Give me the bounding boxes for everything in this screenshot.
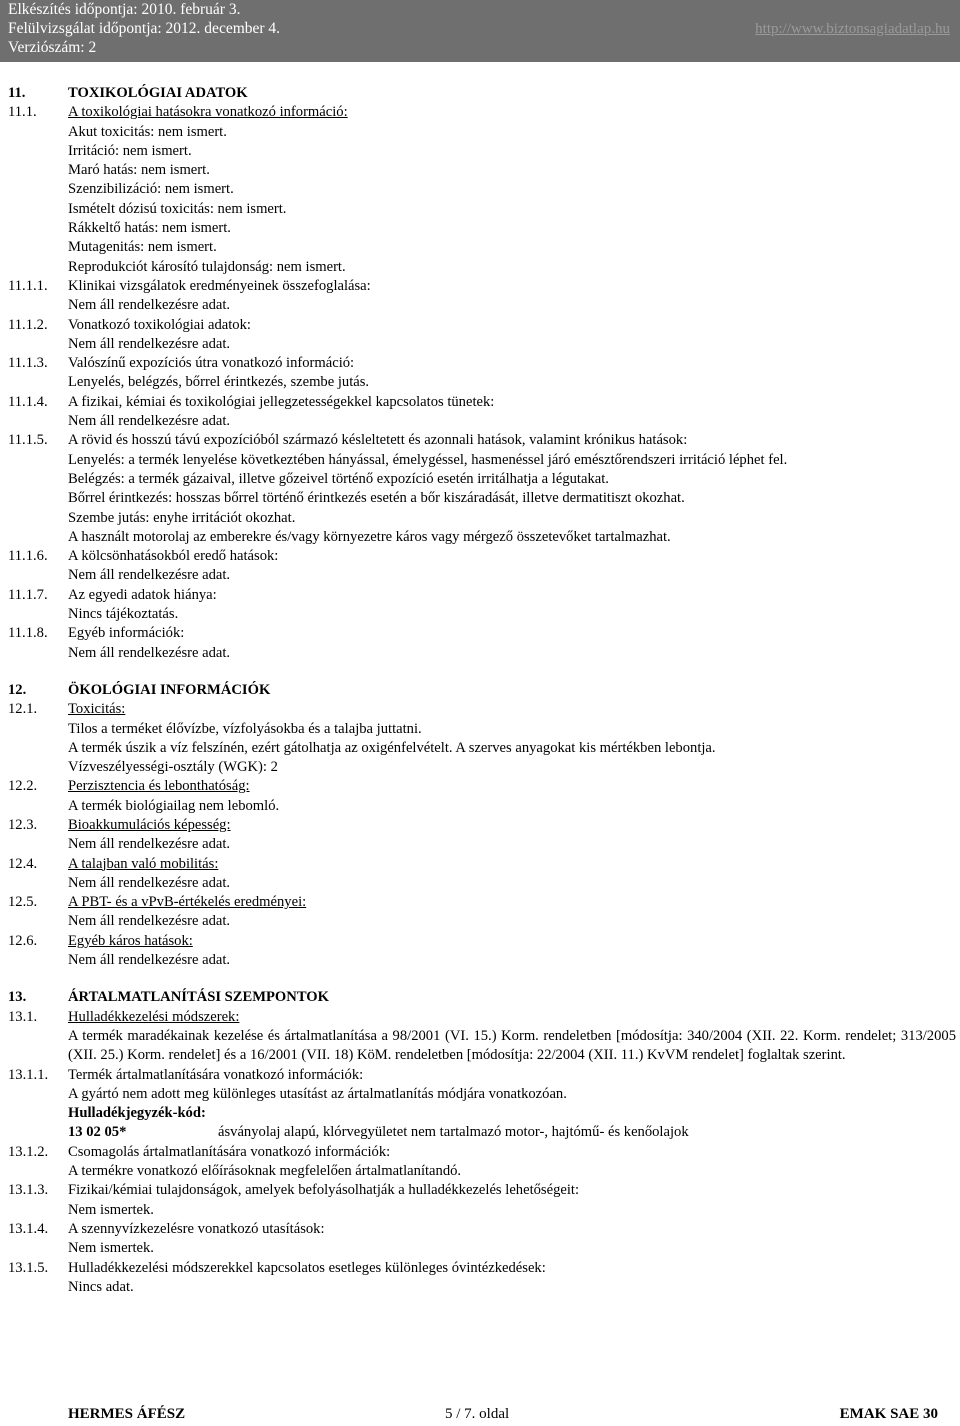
section-12-heading: 12. ÖKOLÓGIAI INFORMÁCIÓK (8, 681, 271, 698)
item-value: Szembe jutás: enyhe irritációt okozhat. (68, 509, 296, 526)
item-value: Lenyelés: a termék lenyelése következtében hányással, émelygéssel, hasmenéssel járó emésztőrendszeri irritáció léphet fel. (68, 451, 788, 468)
item-12-5: 12.5. A PBT- és a vPvB-értékelés eredményei: (8, 894, 307, 911)
item-value: A termék úszik a víz felszínén, ezért gátolhatja az oxigénfelvételt. A szerves anyagokat kis mértékben lebontja. (68, 739, 716, 756)
item-11-1-1: 11.1.1. Klinikai vizsgálatok eredményeinek összefoglalása: (8, 277, 371, 294)
item-13-1-5: 13.1.5. Hulladékkezelési módszerekkel kapcsolatos esetleges különleges óvintézkedések: (8, 1259, 546, 1276)
toxic-effect: Mutagenitás: nem ismert. (68, 239, 217, 256)
item-value: Vízveszélyességi-osztály (WGK): 2 (68, 759, 278, 776)
footer-company: HERMES ÁFÉSZ (68, 1406, 186, 1422)
item-value: Nem ismertek. (68, 1240, 154, 1257)
item-value: Nem áll rendelkezésre adat. (68, 335, 231, 352)
item-13-1-1: 13.1.1. Termék ártalmatlanítására vonatkozó információk: (8, 1066, 364, 1083)
item-value: Nincs adat. (68, 1278, 134, 1295)
item-value: Nem áll rendelkezésre adat. (68, 297, 231, 314)
item-12-4: 12.4. A talajban való mobilitás: (8, 855, 219, 872)
toxic-effect: Szenzibilizáció: nem ismert. (68, 181, 234, 198)
item-value: Nincs tájékoztatás. (68, 606, 179, 623)
toxic-effect: Reprodukciót károsító tulajdonság: nem ismert. (68, 258, 346, 275)
section-13-heading: 13. ÁRTALMATLANÍTÁSI SZEMPONTOK (8, 989, 329, 1006)
item-value: Lenyelés, belégzés, bőrrel érintkezés, szembe jutás. (68, 374, 370, 391)
item-11-1-2: 11.1.2. Vonatkozó toxikológiai adatok: (8, 316, 251, 333)
item-value: Bőrrel érintkezés: hosszas bőrrel történő érintkezés esetén a bőr kiszáradását, illetve dermatitiszt okozhat. (68, 490, 685, 507)
item-value: Nem áll rendelkezésre adat. (68, 913, 231, 930)
item-12-1: 12.1. Toxicitás: (8, 701, 126, 718)
item-11-1-5: 11.1.5. A rövid és hosszú távú expozícióból származó késleltetett és azonnali hatások, valamint krónikus hatások: (8, 432, 688, 449)
item-value: Nem áll rendelkezésre adat. (68, 644, 231, 661)
page-number: 5 / 7. oldal (445, 1406, 510, 1422)
section-11-heading: 11. TOXIKOLÓGIAI ADATOK (8, 85, 248, 101)
item-13-1-4: 13.1.4. A szennyvízkezelésre vonatkozó utasítások: (8, 1220, 325, 1237)
item-11-1-7: 11.1.7. Az egyedi adatok hiánya: (8, 586, 217, 603)
item-value: Nem áll rendelkezésre adat. (68, 567, 231, 584)
item-value: Nem áll rendelkezésre adat. (68, 413, 231, 430)
item-value: A termék maradékainak kezelése és ártalmatlanítása a 98/2001 (VI. 15.) Korm. rendeletben [módosítja: 340/2004 (XII. 22. Korm. rendelet; 313/2005 (XII. 25.) Korm. rendelet] és a 16/2001 (VII. 18) KöM. rendeletben [módosítja: 22/2004 (XII. 11.) KvVM rendelet] foglaltak szerint. (68, 1027, 956, 1064)
toxic-effect: Maró hatás: nem ismert. (68, 162, 210, 179)
item-value: Nem áll rendelkezésre adat. (68, 836, 231, 853)
footer-product: EMAK SAE 30 (839, 1406, 938, 1422)
item-value: Nem áll rendelkezésre adat. (68, 952, 231, 969)
website-link[interactable]: http://www.biztonsagiadatlap.hu (755, 21, 950, 37)
waste-code-description: ásványolaj alapú, klórvegyületet nem tartalmazó motor-, hajtómű- és kenőolajok (218, 1124, 689, 1141)
item-12-6: 12.6. Egyéb káros hatások: (8, 932, 193, 949)
item-value: A használt motorolaj az emberekre és/vagy környezetre káros vagy mérgező összetevőket tartalmazhat. (68, 528, 671, 545)
toxic-effect: Rákkeltő hatás: nem ismert. (68, 220, 231, 237)
item-12-3: 12.3. Bioakkumulációs képesség: (8, 816, 231, 833)
item-11-1-6: 11.1.6. A kölcsönhatásokból eredő hatások: (8, 548, 279, 565)
toxic-effect: Akut toxicitás: nem ismert. (68, 123, 227, 140)
item-value: Nem áll rendelkezésre adat. (68, 874, 231, 891)
revision-date: Felülvizsgálat időpontja: 2012. december 4. (8, 20, 281, 37)
item-value: A gyártó nem adott meg különleges utasítást az ártalmatlanítás módjára vonatkozóan. (68, 1085, 567, 1102)
item-11-1-3: 11.1.3. Valószínű expozíciós útra vonatkozó információ: (8, 355, 355, 372)
created-date: Elkészítés időpontja: 2010. február 3. (8, 1, 241, 18)
item-13-1: 13.1. Hulladékkezelési módszerek: (8, 1008, 240, 1025)
item-11-1-4: 11.1.4. A fizikai, kémiai és toxikológiai jellegzetességekkel kapcsolatos tünetek: (8, 393, 495, 410)
item-11-1-8: 11.1.8. Egyéb információk: (8, 625, 185, 642)
waste-code-heading: Hulladékjegyzék-kód: (68, 1105, 206, 1122)
item-value: Nem ismertek. (68, 1201, 154, 1218)
version-number: Verziószám: 2 (8, 39, 97, 56)
page-header (0, 0, 960, 62)
item-value: Tilos a terméket élővízbe, vízfolyásokba és a talajba juttatni. (68, 720, 422, 737)
item-12-2: 12.2. Perzisztencia és lebonthatóság: (8, 778, 250, 795)
item-value: A termék biológiailag nem lebomló. (68, 797, 280, 814)
page-footer (0, 1406, 960, 1426)
item-value: A termékre vonatkozó előírásoknak megfelelően ártalmatlanítandó. (68, 1163, 462, 1180)
waste-code: 13 02 05* (68, 1124, 127, 1141)
item-11-1: 11.1. A toxikológiai hatásokra vonatkozó információ: (8, 104, 348, 121)
item-value: Belégzés: a termék gázaival, illetve gőzeivel történő expozíció esetén irritálhatja a légutakat. (68, 470, 609, 487)
toxic-effect: Ismételt dózisú toxicitás: nem ismert. (68, 200, 287, 217)
toxic-effect: Irritáció: nem ismert. (68, 142, 192, 159)
item-13-1-2: 13.1.2. Csomagolás ártalmatlanítására vonatkozó információk: (8, 1143, 391, 1160)
waste-code-row (0, 1123, 960, 1142)
item-13-1-3: 13.1.3. Fizikai/kémiai tulajdonságok, amelyek befolyásolhatják a hulladékkezelés lehetőségeit: (8, 1182, 580, 1199)
document-body (0, 84, 960, 1297)
